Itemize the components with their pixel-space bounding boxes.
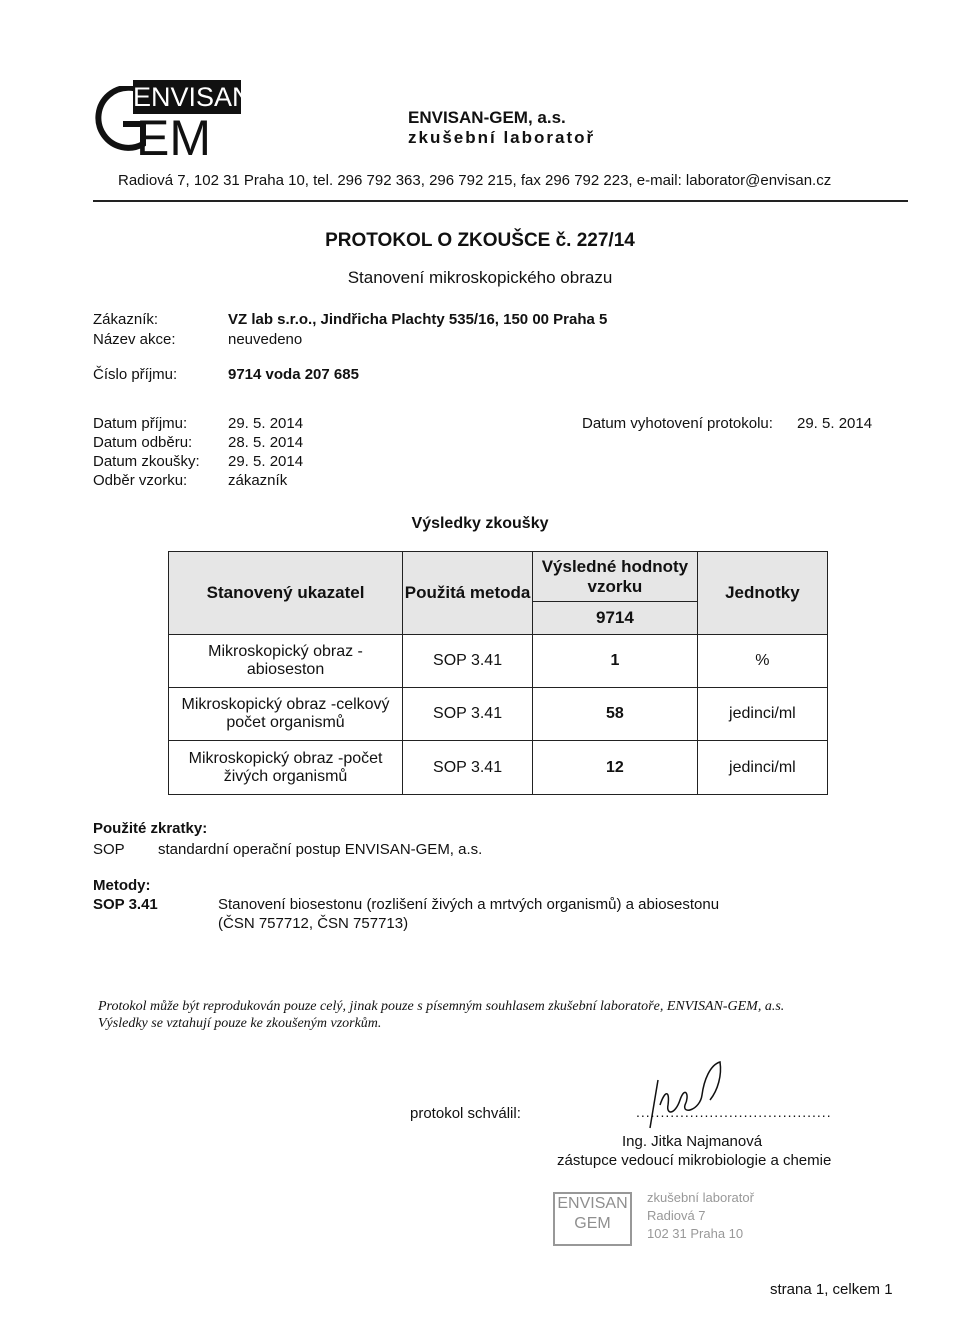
page-number: strana 1, celkem 1 [770,1281,893,1298]
stamp-line1: zkušební laboratoř [647,1190,754,1205]
stamp-line2: Radiová 7 [647,1208,706,1223]
receipt-value: 9714 voda 207 685 [228,366,359,383]
page-subtitle: Stanovení mikroskopického obrazu [347,268,613,287]
abbreviation-desc: standardní operační postup ENVISAN-GEM, a.s. [158,841,483,858]
method-desc-line1: Stanovení biosestonu (rozlišení živých a mrtvých organismů) a abiosestonu [218,896,720,913]
col-header-method: Použitá metoda [403,552,533,635]
envisan-gem-logo [93,80,252,166]
row-unit: jedinci/ml [697,741,827,795]
row-method: SOP 3.41 [403,688,533,741]
row-method: SOP 3.41 [403,635,533,688]
col-header-values: Výsledné hodnoty vzorku [533,552,698,602]
date-tested: 29. 5. 2014 [228,453,304,470]
laboratory-stamp [553,1188,773,1248]
row-value: 12 [533,741,698,795]
abbreviation-key: SOP [93,841,125,858]
header-divider [93,200,908,202]
table-row [169,688,828,741]
stamp-logo-icon: ENVISAN GEM [553,1192,632,1246]
sampler-value: zákazník [228,472,288,489]
col-header-indicator: Stanovený ukazatel [169,552,403,635]
receipt-label: Číslo příjmu: [93,366,178,383]
row-value: 1 [533,635,698,688]
signature-line: ........................................ [636,1104,832,1120]
approver-role: zástupce vedoucí mikrobiologie a chemie [557,1152,832,1169]
page-title: PROTOKOL O ZKOUŠCE č. 227/14 [325,230,635,251]
row-unit: % [697,635,827,688]
date-sampled-label: Datum odběru: [93,434,193,451]
company-address: Radiová 7, 102 31 Praha 10, tel. 296 792 363, 296 792 215, fax 296 792 223, e-mail: laborator@envisan.cz [118,172,832,189]
date-tested-label: Datum zkoušky: [93,453,200,470]
action-value: neuvedeno [228,331,303,348]
logo-envisan-text: ENVISAN [133,82,252,112]
row-indicator: Mikroskopický obraz -celkový počet organismů [169,688,403,741]
company-name: ENVISAN-GEM, a.s. [408,108,566,127]
approver-name: Ing. Jitka Najmanová [622,1133,763,1150]
row-value: 58 [533,688,698,741]
row-indicator: Mikroskopický obraz - abioseston [169,635,403,688]
sampler-label: Odběr vzorku: [93,472,188,489]
method-key: SOP 3.41 [93,896,158,913]
customer-label: Zákazník: [93,311,159,328]
date-received: 29. 5. 2014 [228,415,304,432]
results-heading: Výsledky zkoušky [411,515,549,532]
results-table [168,551,828,795]
stamp-line3: 102 31 Praha 10 [647,1226,744,1241]
disclaimer-line2: Výsledky se vztahují pouze ke zkoušeným vzorkům. [98,1016,382,1031]
col-header-sample: 9714 [533,602,698,635]
table-row [169,635,828,688]
table-row [169,741,828,795]
abbreviations-heading: Použité zkratky: [93,820,208,837]
row-method: SOP 3.41 [403,741,533,795]
row-indicator: Mikroskopický obraz -počet živých organismů [169,741,403,795]
approval-label: protokol schválil: [410,1105,521,1122]
action-label: Název akce: [93,331,176,348]
signature-image [640,1060,780,1130]
date-sampled: 28. 5. 2014 [228,434,304,451]
row-unit: jedinci/ml [697,688,827,741]
lab-name: zkušební laboratoř [408,128,596,147]
logo-em-text: EM [136,110,211,166]
col-header-units: Jednotky [697,552,827,635]
disclaimer-line1: Protokol může být reprodukován pouze celý, jinak pouze s písemným souhlasem zkušební laboratoře, ENVISAN-GEM, a.s. [98,999,785,1014]
date-received-label: Datum příjmu: [93,415,188,432]
issued-date: 29. 5. 2014 [797,415,873,432]
method-desc-line2: (ČSN 757712, ČSN 757713) [218,915,409,932]
customer-value: VZ lab s.r.o., Jindřicha Plachty 535/16, 150 00 Praha 5 [228,311,608,328]
issued-label: Datum vyhotovení protokolu: [582,415,773,432]
methods-heading: Metody: [93,877,151,894]
